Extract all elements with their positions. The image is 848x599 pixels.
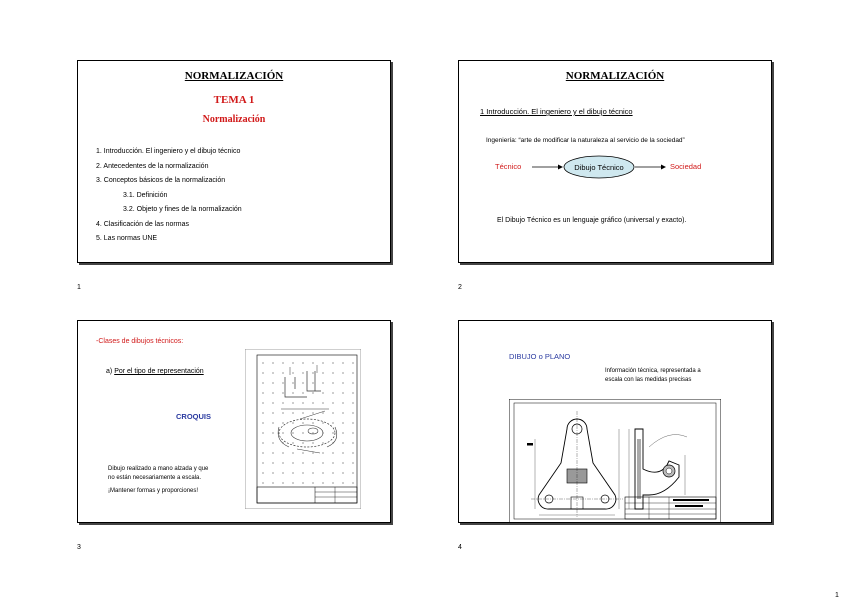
toc-item: 4. Clasificación de las normas (96, 220, 189, 228)
diagram-right: Sociedad (670, 162, 702, 171)
definition-quote: Ingeniería: “arte de modificar la naturaleza al servicio de la sociedad” (486, 137, 685, 144)
flow-diagram (495, 152, 745, 182)
slide-title: -Clases de dibujos técnicos: (96, 338, 184, 345)
toc-item: 1. Introducción. El ingeniero y el dibujo técnico (96, 148, 241, 155)
table-of-contents (96, 145, 242, 247)
slide-4 (458, 320, 772, 523)
toc-item: 2. Antecedentes de la normalización (96, 162, 209, 170)
section-heading: 1 Introducción. El ingeniero y el dibujo técnico (480, 107, 633, 116)
slide-title: NORMALIZACIÓN (184, 70, 284, 82)
slide-number: 4 (458, 544, 462, 551)
description-line: Dibujo realizado a mano alzada y que (108, 466, 209, 472)
slide-number: 3 (77, 544, 81, 551)
slide-1 (77, 60, 391, 263)
info-line: escala con las medidas precisas (605, 376, 692, 383)
page-number: 1 (835, 592, 839, 599)
subtitle-prefix: a) (106, 368, 113, 375)
diagram-center: Dibujo Técnico (574, 163, 624, 172)
technical-drawing-icon (509, 399, 721, 523)
slide-3 (77, 320, 391, 523)
toc-item: 5. Las normas UNE (96, 235, 158, 242)
slide-subtitle: Normalización (202, 114, 266, 125)
slide-2 (458, 60, 772, 263)
diagram-left: Técnico (495, 162, 522, 171)
description (108, 465, 208, 483)
toc-item: 3.2. Objeto y fines de la normalización (123, 206, 242, 213)
tema-label: TEMA 1 (213, 94, 255, 106)
slide-title: NORMALIZACIÓN (565, 70, 665, 82)
subtitle-text: Por el tipo de representación (114, 368, 204, 375)
proportion-note: ¡Mantener formas y proporciones! (108, 488, 199, 494)
slide-title: DIBUJO o PLANO (509, 352, 571, 361)
slide-number: 1 (77, 284, 81, 291)
slide-number: 2 (458, 284, 462, 291)
arrowhead-icon (661, 165, 666, 170)
arrowhead-icon (558, 165, 563, 170)
description-line: no están necesariamente a escala. (108, 475, 202, 481)
summary-text: El Dibujo Técnico es un lenguaje gráfico (universal y exacto). (497, 217, 687, 224)
toc-item: 3. Conceptos básicos de la normalización (96, 177, 226, 184)
sketch-drawing-icon (245, 349, 361, 509)
classification-subtitle (106, 368, 204, 375)
info-line: Información técnica, representada a (605, 368, 701, 374)
info-text (605, 367, 701, 384)
toc-item: 3.1. Definición (123, 191, 168, 199)
croquis-label: CROQUIS (176, 412, 212, 421)
